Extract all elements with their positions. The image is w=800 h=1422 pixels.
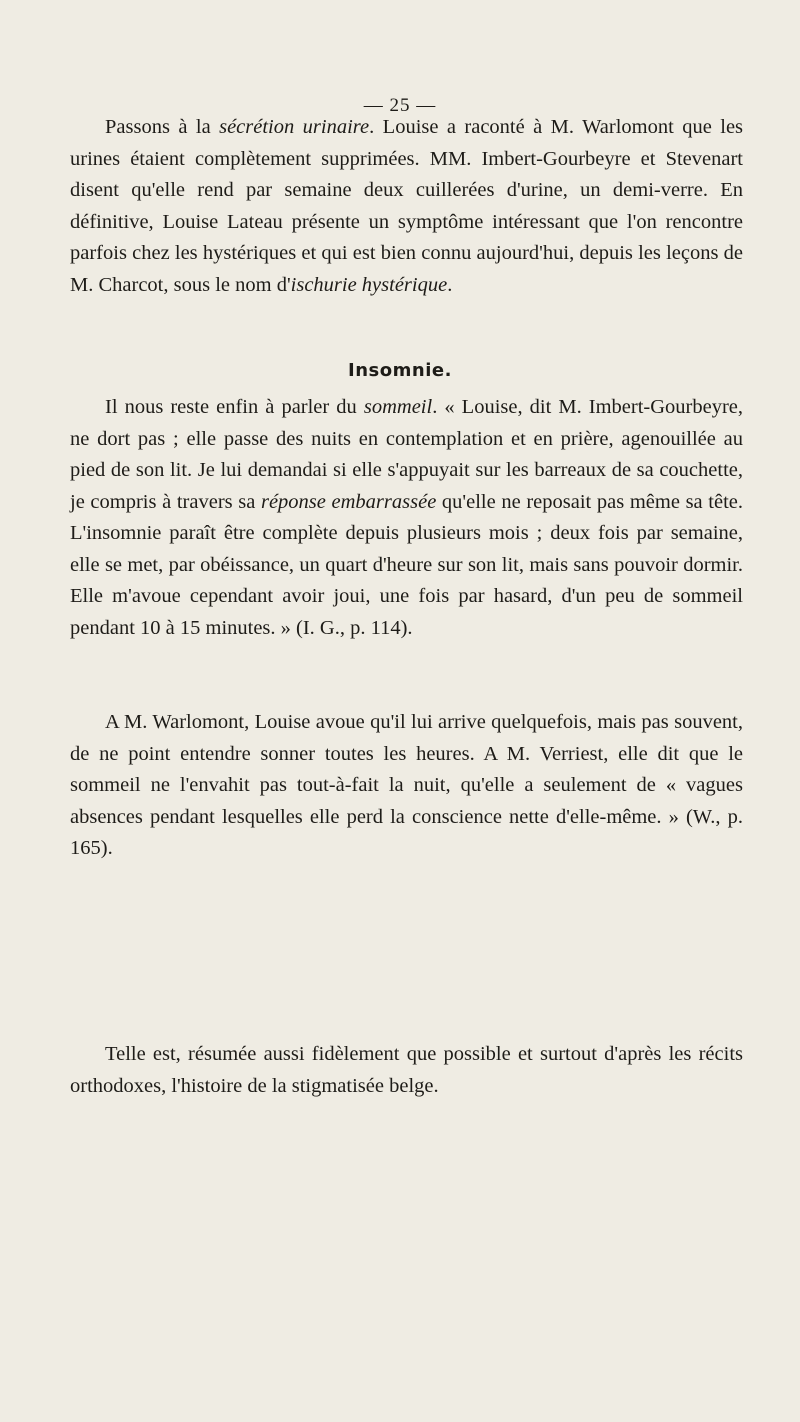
italic-term: ischurie hystérique [290, 273, 448, 296]
italic-term: réponse embarrassée [260, 490, 437, 513]
paragraph-sommeil [70, 392, 743, 644]
paragraph-secretion [70, 112, 743, 301]
paragraph-warlomont: A M. Warlomont, Louise avoue qu'il lui arrive quelquefois, mais pas souvent, de ne point entendre sonner toutes les heures. A M. Verriest, elle dit que le sommeil ne l'envahit pas tout-à-fait la nuit, qu'elle a seulement de « vagues absences pendant lesquelles elle perd la conscience nette d'elle-même. » (W., p. 165). [70, 711, 743, 859]
paragraph-text: . « Louise, dit M. Imbert-Gourbeyre, ne dort pas ; elle passe des nuits en contemplation et en prière, agenouillée au pied de son lit. Je lui demandai si elle s'appuyait sur les barreaux de sa couchette, je compris à travers sa [70, 396, 743, 513]
italic-term: sommeil [363, 396, 433, 418]
paragraph-conclusion: Telle est, résumée aussi fidèlement que possible et surtout d'après les récits orthodoxes, l'histoire de la stigmatisée belge. [70, 1043, 743, 1097]
paragraph-text: . Louise a raconté à M. Warlomont que les urines étaient complètement supprimées. MM. Imbert-Gourbeyre et Stevenart disent qu'elle rend par semaine deux cuillerées d'urine, un demi-verre. En définitive, Louise Lateau présente un symptôme intéressant que l'on rencontre parfois chez les hystériques et qui est bien connu aujourd'hui, depuis les leçons de M. Charcot, sous le nom d' [70, 116, 744, 296]
page-number: — 25 — [363, 95, 437, 116]
paragraph-text: Il nous reste enfin à parler du [105, 396, 364, 418]
paragraph-text: qu'elle ne reposait pas même sa tête. L'insomnie paraît être complète depuis plusieurs mois ; deux fois par semaine, elle se met, par obéissance, un quart d'heure sur son lit, mais sans pouvoir dormir. Elle m'avoue cependant avoir joui, une fois par hasard, d'un peu de sommeil pendant 10 à 15 minutes. » (I. G., p. 114). [70, 490, 743, 639]
paragraph-text: . [447, 273, 453, 296]
paragraph-text: Passons à la [105, 116, 220, 138]
italic-term: sécrétion urinaire [219, 116, 370, 138]
section-heading: Insomnie. [348, 360, 452, 381]
